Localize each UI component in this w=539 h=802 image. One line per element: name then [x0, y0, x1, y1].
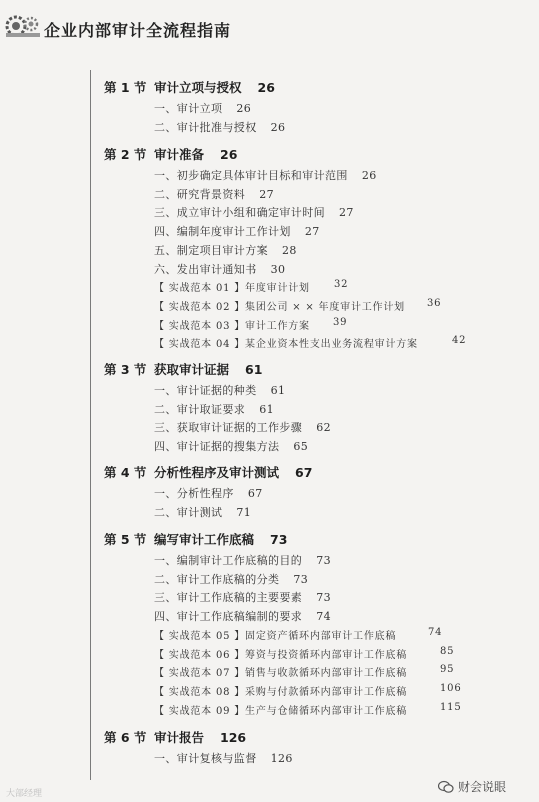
item-page: 65: [293, 440, 309, 454]
item-title: 四、编制年度审计工作计划: [154, 225, 291, 239]
item-title: 一、审计复核与监督: [154, 752, 257, 765]
section-heading: [104, 145, 237, 163]
toc-item: [154, 100, 251, 116]
margin-rule: [90, 70, 91, 780]
example-title: 【 实战范本 03 】审计工作方案: [154, 320, 310, 332]
example-title: 【 实战范本 02 】集团公司 × × 年度审计工作计划: [154, 301, 405, 313]
example-item: [154, 645, 455, 661]
example-page: 36: [427, 297, 442, 309]
section-title: 审计报告: [154, 730, 205, 745]
item-title: 二、审计取证要求: [154, 402, 246, 416]
example-item: [154, 335, 467, 351]
toc-item: [154, 750, 293, 766]
item-page: 27: [259, 187, 275, 201]
section-number: 第 2 节: [104, 147, 147, 162]
item-title: 一、初步确定具体审计目标和审计范围: [154, 169, 348, 182]
example-page: 42: [452, 335, 467, 347]
item-title: 四、审计工作底稿编制的要求: [154, 610, 303, 624]
example-title: 【 实战范本 07 】销售与收款循环内部审计工作底稿: [154, 668, 408, 680]
section-number: 第 4 节: [104, 465, 147, 480]
section-number: 第 1 节: [104, 80, 147, 95]
section-page: 73: [270, 532, 288, 547]
section-page: 67: [295, 465, 313, 480]
item-page: 27: [339, 206, 354, 220]
example-item: [154, 664, 455, 680]
item-title: 二、审计工作底稿的分类: [154, 572, 280, 586]
section-title: 分析性程序及审计测试: [154, 465, 280, 480]
watermark-right: [438, 778, 506, 795]
item-page: 73: [316, 554, 332, 567]
toc-item: [154, 419, 331, 435]
wechat-icon: [438, 780, 454, 794]
example-title: 【 实战范本 04 】某企业资本性支出业务流程审计方案: [154, 339, 418, 351]
section-title: 审计立项与授权: [154, 80, 242, 95]
item-title: 四、审计证据的搜集方法: [154, 440, 280, 454]
section-heading: [104, 360, 262, 378]
section-page: 26: [220, 147, 238, 162]
toc-item: [154, 204, 354, 220]
item-page: 126: [270, 752, 293, 765]
item-title: 二、审计测试: [154, 505, 223, 519]
item-page: 30: [270, 262, 286, 276]
example-item: [154, 279, 349, 295]
example-page: 95: [440, 664, 455, 676]
toc-item: [154, 119, 285, 135]
item-page: 71: [236, 505, 252, 519]
section-number: 第 6 节: [104, 730, 147, 745]
item-page: 61: [259, 402, 275, 416]
example-title: 【 实战范本 09 】生产与仓储循环内部审计工作底稿: [154, 705, 408, 717]
toc-item: [154, 382, 285, 398]
toc-item: [154, 242, 297, 258]
section-heading: [104, 78, 275, 96]
section-title: 获取审计证据: [154, 362, 230, 377]
toc-item: [154, 571, 308, 587]
example-title: 【 实战范本 01 】年度审计计划: [154, 283, 310, 295]
item-title: 一、审计证据的种类: [154, 384, 257, 397]
watermark-left: 大部经理: [6, 789, 43, 799]
toc-item: [154, 485, 263, 501]
example-item: [154, 701, 462, 717]
item-page: 26: [270, 120, 286, 134]
example-item: [154, 682, 462, 698]
item-title: 一、编制审计工作底稿的目的: [154, 554, 303, 567]
toc-item: [154, 504, 251, 520]
example-page: 74: [428, 626, 443, 638]
example-page: 39: [333, 316, 348, 328]
toc-item: [154, 167, 377, 183]
item-page: 74: [316, 610, 332, 624]
item-title: 一、审计立项: [154, 102, 223, 115]
section-title: 编写审计工作底稿: [154, 532, 255, 547]
example-page: 106: [440, 682, 462, 694]
example-page: 32: [334, 279, 349, 291]
toc-item: [154, 438, 308, 454]
section-title: 审计准备: [154, 147, 205, 162]
example-title: 【 实战范本 05 】固定资产循环内部审计工作底稿: [154, 630, 397, 642]
section-page: 126: [220, 730, 247, 745]
item-title: 三、审计工作底稿的主要要素: [154, 591, 303, 605]
section-heading: [104, 728, 246, 746]
section-number: 第 3 节: [104, 362, 147, 377]
item-page: 26: [236, 102, 252, 115]
section-number: 第 5 节: [104, 532, 147, 547]
example-item: [154, 626, 443, 642]
toc-item: [154, 261, 285, 277]
section-page: 26: [257, 80, 275, 95]
book-title: 企业内部审计全流程指南: [44, 21, 232, 40]
toc-item: [154, 223, 320, 239]
section-page: 61: [245, 362, 263, 377]
item-title: 六、发出审计通知书: [154, 262, 257, 276]
toc-item: [154, 186, 274, 202]
item-title: 三、成立审计小组和确定审计时间: [154, 206, 325, 220]
item-page: 67: [247, 487, 263, 500]
toc-item: [154, 608, 331, 624]
example-title: 【 实战范本 08 】采购与付款循环内部审计工作底稿: [154, 686, 408, 698]
example-item: [154, 297, 442, 313]
toc-item: [154, 589, 331, 605]
item-title: 三、获取审计证据的工作步骤: [154, 421, 303, 435]
example-page: 85: [440, 645, 455, 657]
item-page: 73: [316, 591, 332, 605]
example-item: [154, 316, 348, 332]
item-page: 61: [270, 384, 286, 397]
item-page: 62: [316, 421, 332, 435]
item-title: 一、分析性程序: [154, 487, 234, 500]
toc-item: [154, 401, 274, 417]
gear-books-logo-icon: [4, 14, 42, 38]
section-heading: [104, 463, 312, 481]
item-title: 五、制定项目审计方案: [154, 243, 268, 257]
toc-item: [154, 552, 331, 568]
item-title: 二、审计批准与授权: [154, 120, 257, 134]
item-title: 二、研究背景资料: [154, 187, 246, 201]
item-page: 73: [293, 572, 309, 586]
watermark-right-text: 财会说眼: [458, 780, 507, 794]
item-page: 26: [361, 169, 377, 182]
item-page: 28: [282, 243, 297, 257]
section-heading: [104, 530, 287, 548]
example-page: 115: [440, 701, 462, 713]
example-title: 【 实战范本 06 】筹资与投资循环内部审计工作底稿: [154, 649, 408, 661]
item-page: 27: [304, 225, 320, 239]
